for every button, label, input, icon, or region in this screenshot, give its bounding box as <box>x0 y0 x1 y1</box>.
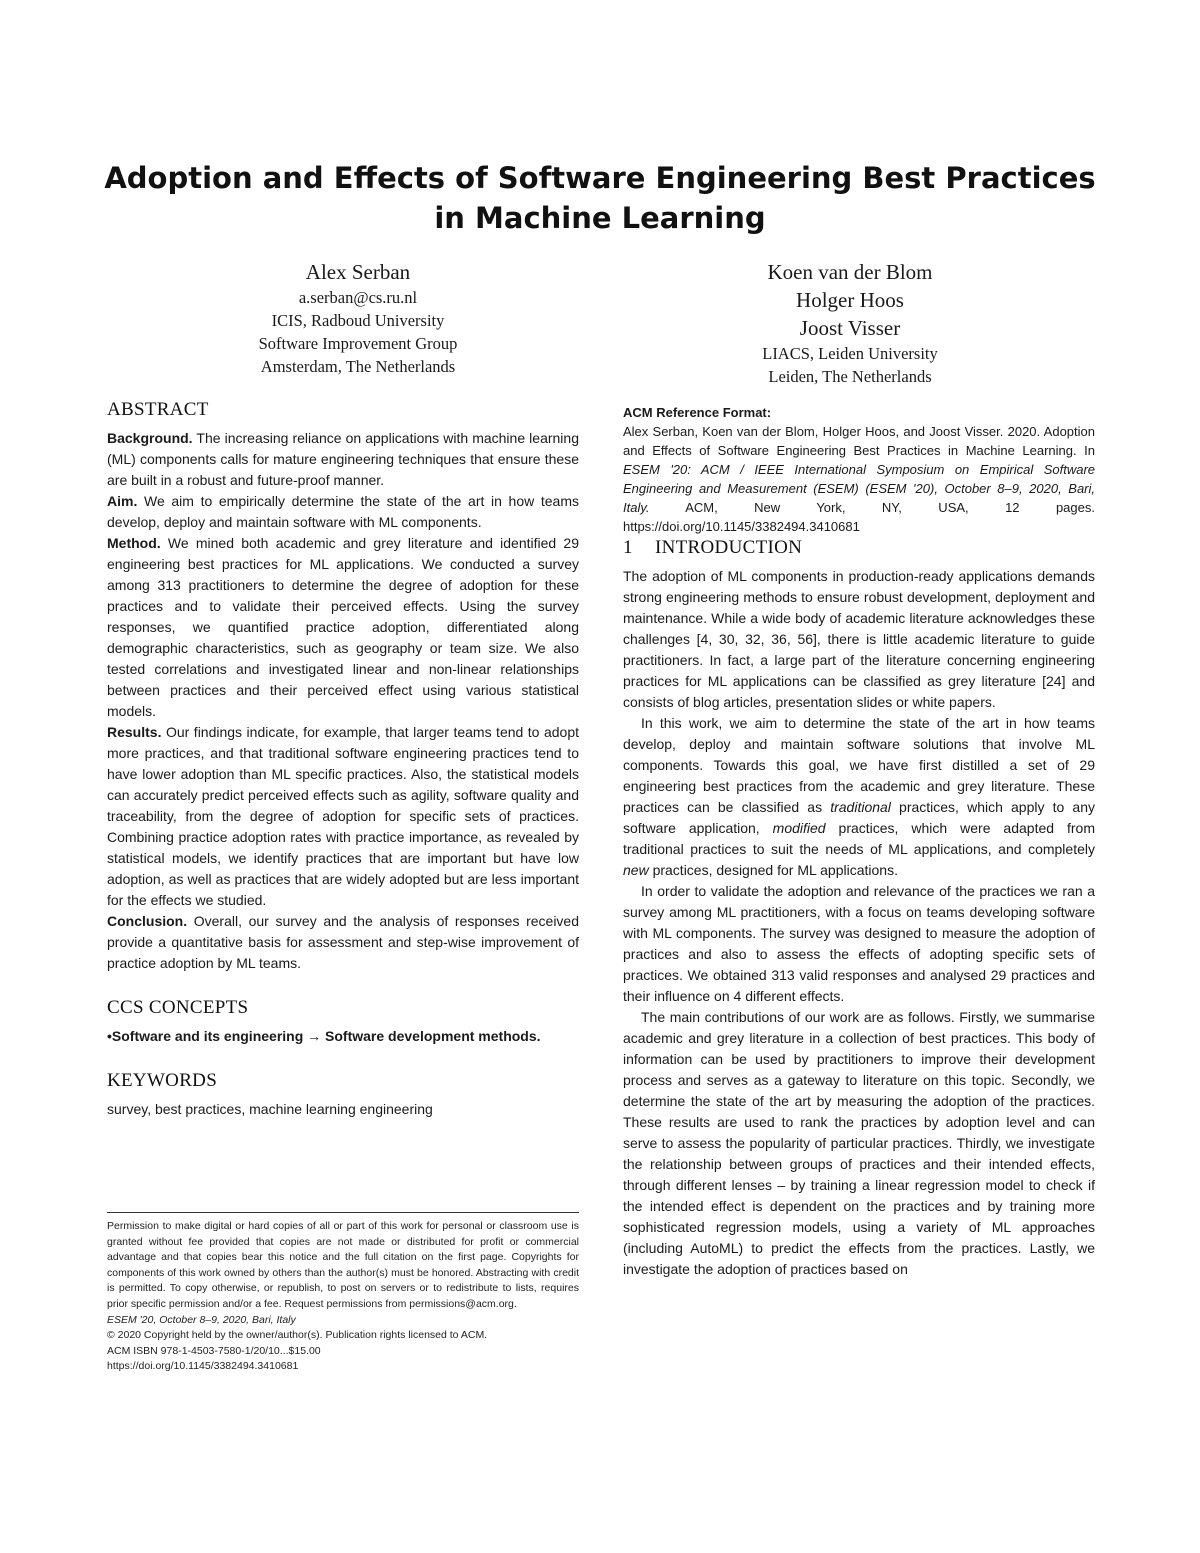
reference-format-text <box>623 422 1095 536</box>
intro-paragraph <box>623 713 1095 881</box>
intro-text: practices, which apply to any software application, <box>623 799 1095 836</box>
intro-text: practices, which were adapted from traditional practices to suit the needs of ML applications, and completely <box>623 820 1095 857</box>
permission-footnote <box>107 1212 579 1375</box>
abstract-text: The increasing reliance on applications with machine learning (ML) components calls for mature engineering techniques that ensure these are built in a robust and future-proof manner. <box>107 430 579 488</box>
intro-paragraph: The adoption of ML components in production-ready applications demands strong engineering methods to ensure robust development, deployment and maintenance. While a wide body of academic literature acknowledges these challenges [4, 30, 32, 36, 56], there is little academic literature to guide practitioners. In fact, a large part of the literature concerning engineering practices for ML applications can be classified as grey literature [24] and consists of blog articles, presentation slides or white papers. <box>623 568 1095 710</box>
doi-link[interactable]: https://doi.org/10.1145/3382494.3410681 <box>107 1360 299 1373</box>
abstract-label: Background. <box>107 430 193 446</box>
intro-paragraph: In order to validate the adoption and relevance of the practices we ran a survey among ML practitioners, with a focus on teams developing software with ML components. The survey was designed to measure the adoption of practices and also to assess the effects of adopting specific sets of practices. We obtained 313 valid responses and analysed 29 practices and their influence on 4 different effects. <box>623 883 1095 1004</box>
intro-text: practices, designed for ML applications. <box>648 862 898 878</box>
reference-text: Alex Serban, Koen van der Blom, Holger Hoos, and Joost Visser. 2020. Adoption and Effects of Software Engineering Best Practices in Machine Learning. In <box>623 424 1095 458</box>
paper-title <box>0 158 1200 238</box>
author-location: Leiden, The Netherlands <box>768 367 932 386</box>
ccs-text: •Software and its engineering → Software development methods. <box>107 1028 541 1044</box>
abstract-results <box>107 722 579 911</box>
abstract-label: Results. <box>107 724 162 740</box>
abstract-label: Method. <box>107 535 161 551</box>
abstract-background <box>107 428 579 491</box>
author-affiliation: Software Improvement Group <box>258 334 458 353</box>
copyright-line: © 2020 Copyright held by the owner/author(s). Publication rights licensed to ACM. <box>107 1329 488 1342</box>
reference-venue: ESEM '20: ACM / IEEE International Symposium on Empirical Software Engineering and Measurement (ESEM) (ESEM '20), October 8–9, 2020, Bari, Italy. <box>623 462 1095 515</box>
author-name: Koen van der Blom <box>767 260 933 284</box>
abstract-text: Overall, our survey and the analysis of responses received provide a quantitative basis for assessment and step-wise improvement of practice adoption by ML teams. <box>107 913 580 971</box>
left-column <box>107 398 579 1120</box>
abstract-label: Aim. <box>107 493 138 509</box>
right-column <box>623 398 1095 1280</box>
section-number: 1 <box>623 537 633 558</box>
title-line-1: Adoption and Effects of Software Engineering Best Practices <box>104 161 1096 195</box>
section-title: INTRODUCTION <box>655 537 803 558</box>
abstract-method <box>107 533 579 722</box>
keywords-text: survey, best practices, machine learning engineering <box>107 1101 433 1117</box>
reference-text: ACM, New York, NY, USA, 12 pages. https://doi.org/10.1145/3382494.3410681 <box>623 500 1095 534</box>
author-block-right <box>700 258 1000 388</box>
intro-emphasis: modified <box>772 820 826 836</box>
author-name: Holger Hoos <box>796 288 904 312</box>
author-affiliation: LIACS, Leiden University <box>762 344 938 363</box>
abstract-text: Our findings indicate, for example, that larger teams tend to adopt more practices, and that traditional software engineering practices tend to have lower adoption than ML specific practices. Also, the statistical models can accurately predict perceived effects such as agility, software quality and traceability, from the degree of adoption for specific sets of practices. Combining practice adoption rates with practice importance, as revealed by statistical models, we identify practices that are important but have low adoption, as well as practices that are widely adopted but are less important for the effects we studied. <box>107 724 579 908</box>
abstract-label: Conclusion. <box>107 913 188 929</box>
author-affiliation: ICIS, Radboud University <box>271 311 445 330</box>
isbn-line: ACM ISBN 978-1-4503-7580-1/20/10...$15.00 <box>107 1344 321 1357</box>
title-line-2: in Machine Learning <box>434 201 766 235</box>
author-location: Amsterdam, The Netherlands <box>260 357 456 376</box>
ccs-heading: CCS CONCEPTS <box>107 997 249 1018</box>
abstract-aim <box>107 491 579 533</box>
reference-format-heading: ACM Reference Format: <box>623 405 772 420</box>
abstract-conclusion <box>107 911 579 974</box>
intro-emphasis: new <box>623 862 649 878</box>
intro-text: In this work, we aim to determine the state of the art in how teams develop, deploy and maintain software solutions that involve ML components. Towards this goal, we have first distilled a set of 29 engineering best practices from the academic and grey literature. These practices can be classified as <box>623 715 1095 815</box>
abstract-text: We mined both academic and grey literature and identified 29 engineering best practices for ML applications. We conducted a survey among 313 practitioners to determine the degree of adoption for these practices and to validate their perceived effects. Using the survey responses, we quantified practice adoption, differentiated along demographic characteristics, such as geography or team size. We also tested correlations and investigated linear and non-linear relationships between practices and their perceived effect using various statistical models. <box>107 535 579 719</box>
author-name: Alex Serban <box>305 260 411 284</box>
permission-text: Permission to make digital or hard copies of all or part of this work for personal or classroom use is granted without fee provided that copies are not made or distributed for profit or commercial advantage and that copies bear this notice and the full citation on the first page. Copyrights for components of this work owned by others than the author(s) must be honored. Abstracting with credit is permitted. To copy otherwise, or republish, to post on servers or to redistribute to lists, requires prior specific permission and/or a fee. Request permissions from permissions@acm.org. <box>107 1220 579 1310</box>
keywords-heading: KEYWORDS <box>107 1070 218 1091</box>
intro-paragraph: The main contributions of our work are as follows. Firstly, we summarise academic and grey literature in a collection of best practices. This body of information can be used by practitioners to improve their development process and serves as a gateway to literature on this topic. Secondly, we determine the state of the art by measuring the adoption of the practices. These results are used to rank the practices by adoption level and can serve to assess the popularity of particular practices. Thirdly, we investigate the relationship between groups of practices and their intended effects, through different lenses – by training a linear regression model to check if the intended effect is dependent on the practices and by training more sophisticated regression models, using a variety of ML approaches (including AutoML) to predict the effects from the practices. Lastly, we investigate the adoption of practices based on <box>623 1009 1095 1277</box>
abstract-text: We aim to empirically determine the state of the art in how teams develop, deploy and maintain software with ML components. <box>107 493 579 530</box>
author-name: Joost Visser <box>799 316 901 340</box>
abstract-heading: ABSTRACT <box>107 399 209 420</box>
venue-line: ESEM '20, October 8–9, 2020, Bari, Italy <box>107 1313 296 1326</box>
author-email[interactable]: a.serban@cs.ru.nl <box>298 288 418 307</box>
intro-emphasis: traditional <box>830 799 891 815</box>
introduction-heading <box>623 536 1095 560</box>
author-block-left <box>208 258 508 378</box>
